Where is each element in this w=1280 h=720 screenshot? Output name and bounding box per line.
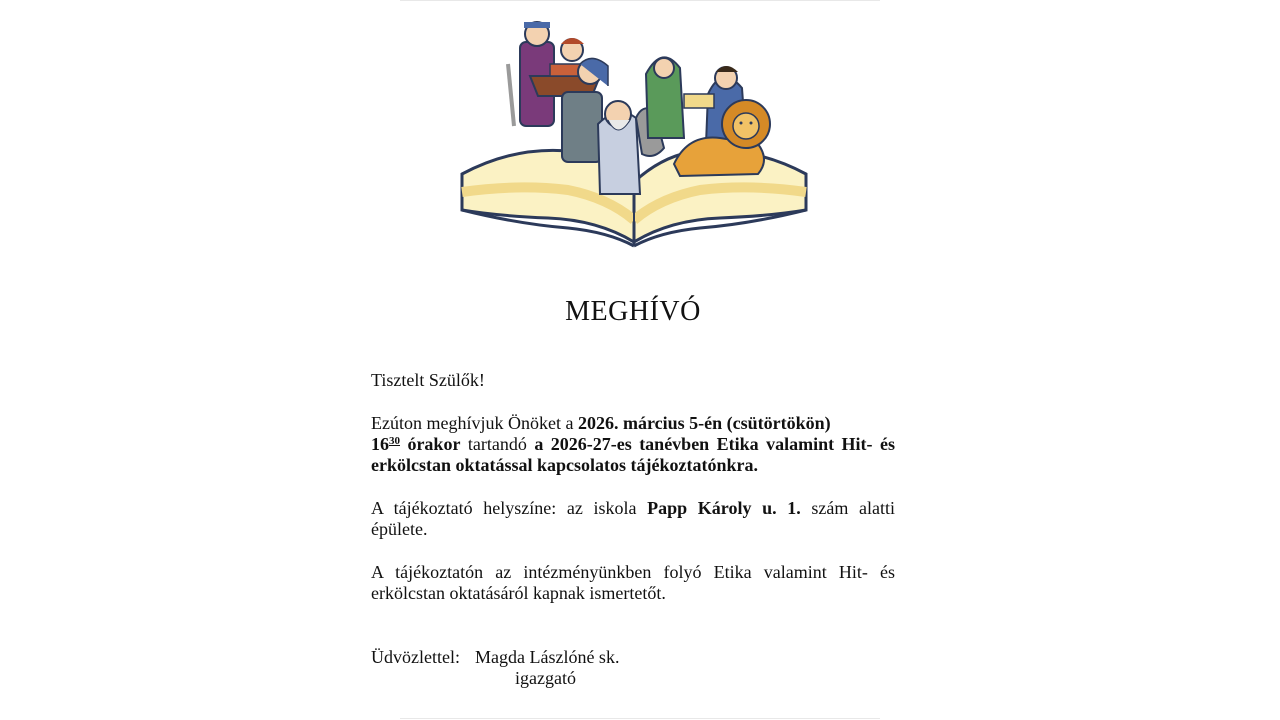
event-subject-continued: erkölcstan oktatással kapcsolatos tájékoztatónkra. [371, 455, 758, 475]
location-line-1 [371, 498, 895, 519]
signer-role: igazgató [515, 668, 576, 688]
invitation-paragraph [371, 413, 895, 476]
open-book-with-biblical-figures-icon [458, 14, 810, 250]
closing-label: Üdvözlettel: [371, 647, 460, 667]
figure-purple-robe-icon [508, 22, 554, 126]
info-line-1: A tájékoztatón az intézményünkben folyó Etika valamint Hit- és [371, 562, 895, 582]
info-line-2: erkölcstan oktatásáról kapnak ismertetőt. [371, 583, 666, 603]
info-paragraph [371, 562, 895, 604]
bottom-divider [400, 718, 880, 719]
invitation-text: Ezúton meghívjuk Önöket a [371, 413, 578, 433]
location-text: A tájékoztató helyszíne: az iskola [371, 498, 648, 518]
event-subject: a 2026-27-es tanévben Etika valamint Hit- és [534, 434, 895, 454]
location-line-2: épülete. [371, 519, 428, 539]
greeting: Tisztelt Szülők! [371, 370, 485, 390]
location-text: szám alatti [800, 498, 895, 518]
location-paragraph [371, 498, 895, 540]
figure-green-robe-icon [646, 57, 684, 138]
location-address: Papp Károly u. 1. [647, 498, 801, 518]
page-title: MEGHÍVÓ [565, 296, 701, 327]
event-minute: 30 [389, 435, 400, 447]
invitation-line-2 [371, 434, 895, 455]
invitation-text: tartandó [460, 434, 535, 454]
signature-line [371, 647, 895, 668]
event-hour: 16 [371, 434, 389, 454]
signer-name: Magda Lászlóné sk. [474, 647, 620, 667]
invitation-line-1 [371, 413, 895, 434]
event-time-suffix: órakor [400, 434, 461, 454]
event-time [371, 434, 460, 454]
top-divider [400, 0, 880, 1]
event-date: 2026. március 5-én (csütörtökön) [577, 413, 831, 433]
signature-block [371, 647, 895, 689]
